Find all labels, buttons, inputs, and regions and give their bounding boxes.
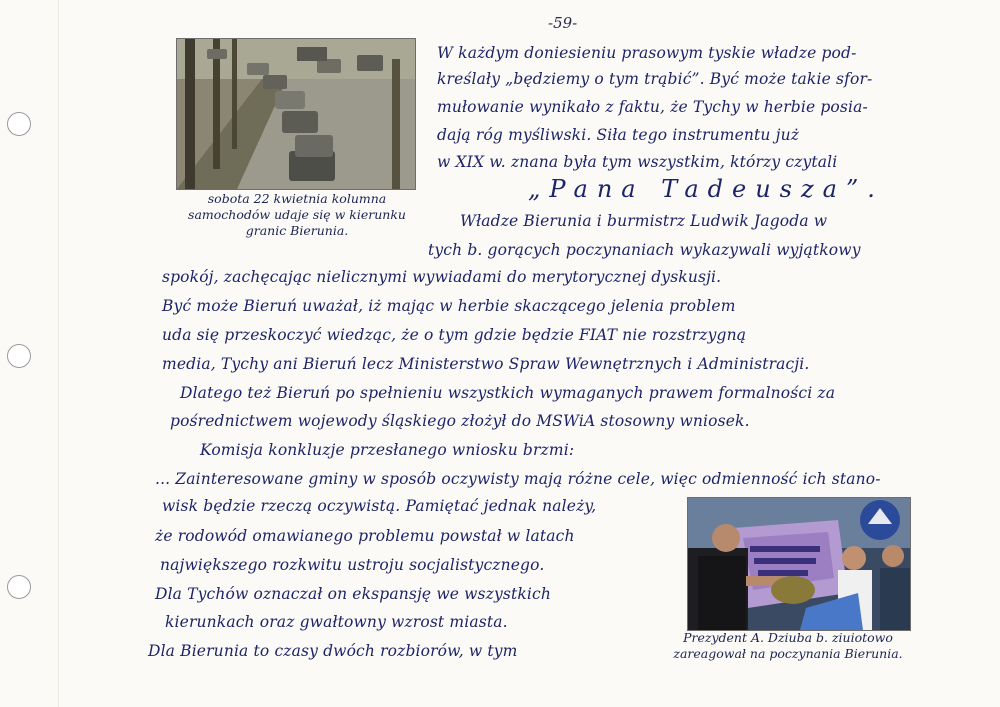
caption-line: sobota 22 kwietnia kolumna xyxy=(207,191,387,206)
president-with-banner-photo xyxy=(687,497,911,631)
text-line: Dlatego też Bieruń po spełnieniu wszystkich wymaganych prawem formalności za xyxy=(180,384,836,402)
text-line: dają róg myśliwski. Siła tego instrumentu już xyxy=(437,126,800,144)
text-line: w XIX w. znana była tym wszystkim, którzy czytali xyxy=(437,153,838,171)
caption-line: Prezydent A. Dziuba b. ziuiotowo xyxy=(683,630,893,645)
caption-line: samochodów udaje się w kierunku xyxy=(188,207,406,222)
traffic-jam-photo xyxy=(176,38,416,190)
text-line: największego rozkwitu ustroju socjalistycznego. xyxy=(160,556,545,574)
text-line: Być może Bieruń uważał, iż mając w herbie skaczącego jelenia problem xyxy=(162,297,736,315)
text-line: pośrednictwem wojewody śląskiego złożył do MSWiA stosowny wniosek. xyxy=(170,412,750,430)
text-line: W każdym doniesieniu prasowym tyskie władze pod- xyxy=(437,44,857,62)
text-line: Dla Bierunia to czasy dwóch rozbiorów, w tym xyxy=(148,642,518,660)
text-line: tych b. gorących poczynaniach wykazywali wyjątkowy xyxy=(428,241,861,259)
president-image xyxy=(688,498,910,630)
page-number: -59- xyxy=(548,14,578,32)
traffic-jam-image xyxy=(177,39,415,189)
text-line: kierunkach oraz gwałtowny wzrost miasta. xyxy=(165,613,508,631)
punch-hole-top xyxy=(7,112,31,136)
text-line: mułowanie wynikało z faktu, że Tychy w herbie posia- xyxy=(437,98,868,116)
president-photo-caption xyxy=(616,630,960,662)
caption-line: zareagował na poczynania Bierunia. xyxy=(673,646,903,661)
text-line: uda się przeskoczyć wiedząc, że o tym gdzie będzie FIAT nie rozstrzygną xyxy=(162,326,747,344)
text-line: że rodowód omawianego problemu powstał w latach xyxy=(155,527,575,545)
text-line: media, Tychy ani Bieruń lecz Ministerstwo Spraw Wewnętrznych i Administracji. xyxy=(162,355,810,373)
margin-line xyxy=(58,0,59,707)
text-line: wisk będzie rzeczą oczywistą. Pamiętać jednak należy, xyxy=(162,497,597,515)
text-line: spokój, zachęcając nielicznymi wywiadami do merytorycznej dyskusji. xyxy=(162,268,722,286)
traffic-photo-caption xyxy=(158,191,436,239)
caption-line: granic Bierunia. xyxy=(245,223,349,238)
text-line: kreślały „będziemy o tym trąbić”. Być może takie sfor- xyxy=(437,70,873,88)
punch-hole-bottom xyxy=(7,575,31,599)
text-line: Komisja konkluzje przesłanego wniosku brzmi: xyxy=(200,441,575,459)
punch-hole-middle xyxy=(7,344,31,368)
text-line: Dla Tychów oznaczał on ekspansję we wszystkich xyxy=(155,585,551,603)
text-line-title: „Pana Tadeusza”. xyxy=(528,175,884,203)
text-line: ... Zainteresowane gminy w sposób oczywisty mają różne cele, więc odmienność ich stano- xyxy=(155,470,881,488)
text-line: Władze Bierunia i burmistrz Ludwik Jagoda w xyxy=(460,212,828,230)
